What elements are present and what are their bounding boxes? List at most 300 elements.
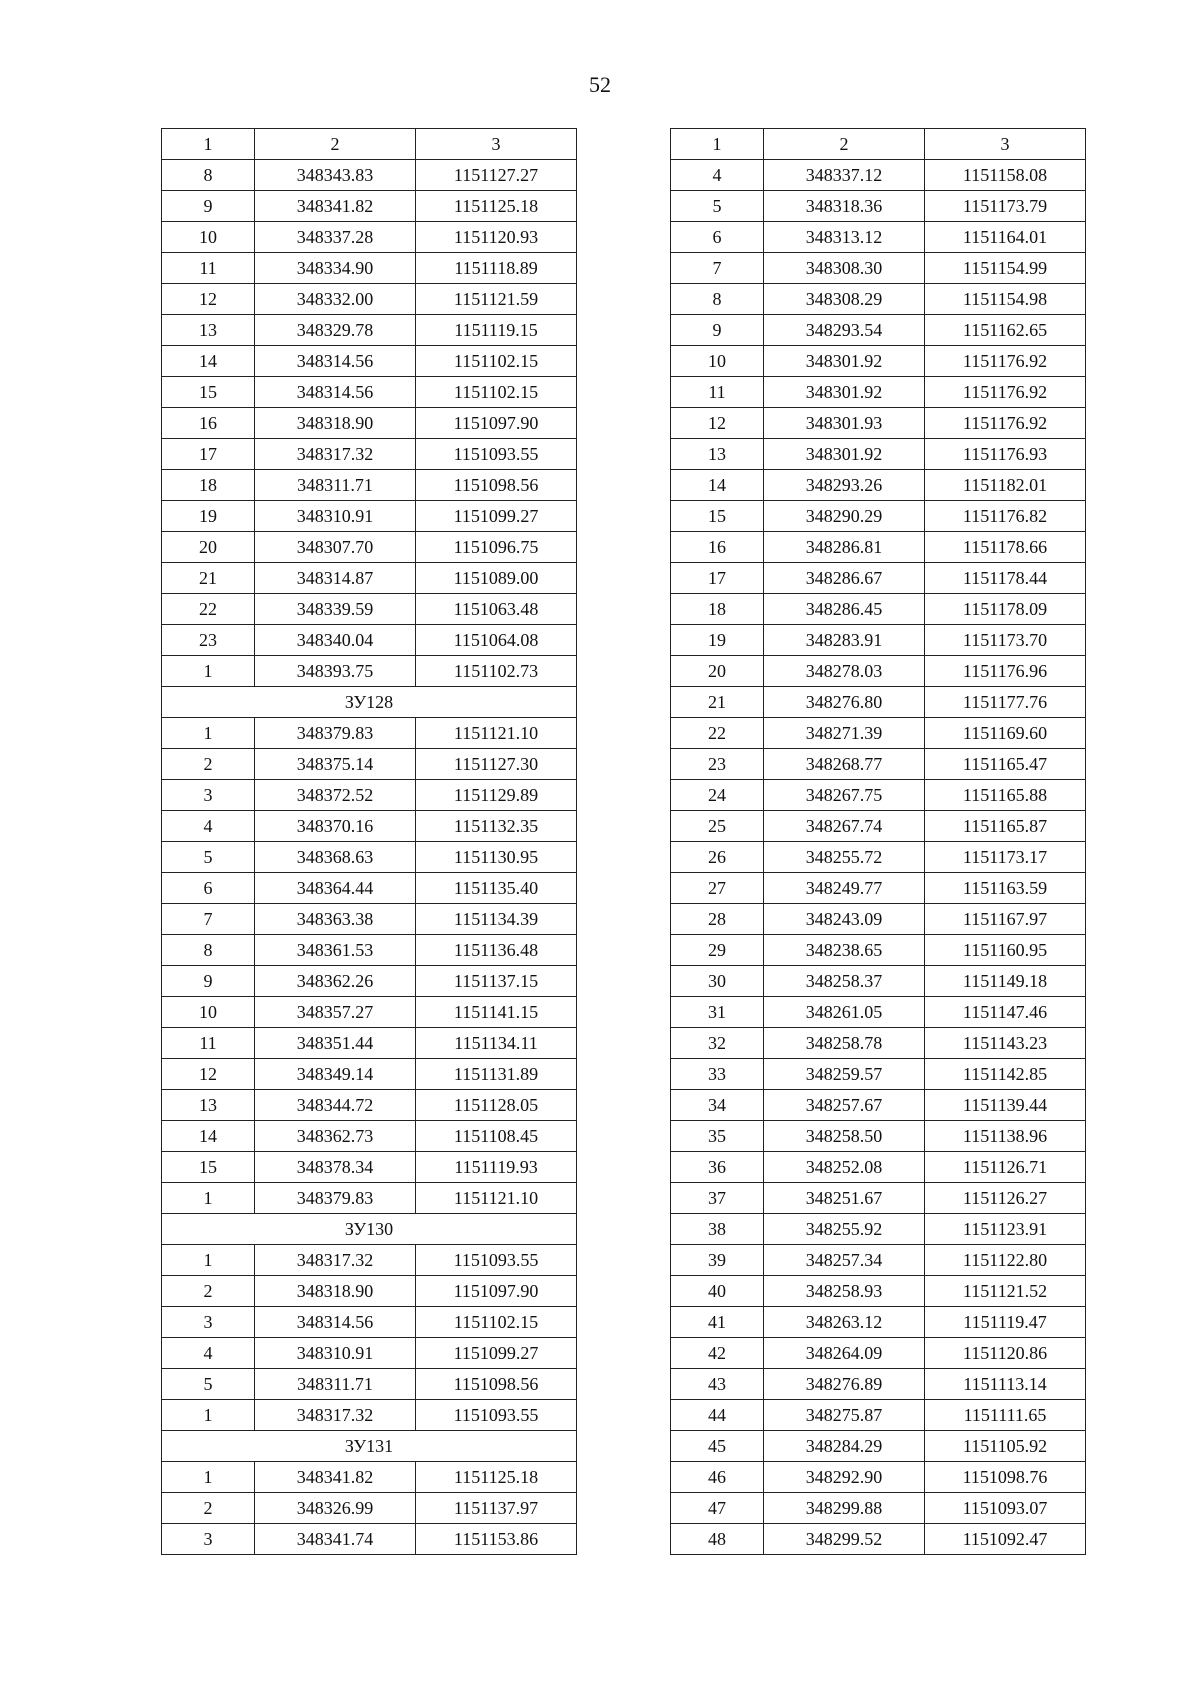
y-coordinate-cell: 1151089.00	[416, 563, 577, 594]
table-row	[162, 470, 577, 501]
x-coordinate-cell: 348326.99	[255, 1493, 416, 1524]
x-coordinate-cell: 348301.92	[764, 439, 925, 470]
y-coordinate-cell: 1151153.86	[416, 1524, 577, 1555]
y-coordinate-cell: 1151121.10	[416, 1183, 577, 1214]
x-coordinate-cell: 348293.54	[764, 315, 925, 346]
table-row	[671, 160, 1086, 191]
table-row	[671, 1462, 1086, 1493]
table-row	[162, 1183, 577, 1214]
table-row	[671, 966, 1086, 997]
point-number-cell: 18	[162, 470, 255, 501]
table-row	[671, 563, 1086, 594]
y-coordinate-cell: 1151121.10	[416, 718, 577, 749]
point-number-cell: 2	[162, 1493, 255, 1524]
y-coordinate-cell: 1151098.76	[925, 1462, 1086, 1493]
point-number-cell: 11	[162, 253, 255, 284]
point-number-cell: 38	[671, 1214, 764, 1245]
section-title: ЗУ128	[162, 687, 577, 718]
x-coordinate-cell: 348261.05	[764, 997, 925, 1028]
point-number-cell: 30	[671, 966, 764, 997]
point-number-cell: 22	[162, 594, 255, 625]
table-row	[162, 1028, 577, 1059]
point-number-cell: 5	[162, 1369, 255, 1400]
x-coordinate-cell: 348375.14	[255, 749, 416, 780]
table-row	[162, 346, 577, 377]
table-row	[162, 749, 577, 780]
table-row	[162, 253, 577, 284]
x-coordinate-cell: 348314.56	[255, 346, 416, 377]
table-row	[162, 842, 577, 873]
y-coordinate-cell: 1151064.08	[416, 625, 577, 656]
x-coordinate-cell: 348238.65	[764, 935, 925, 966]
y-coordinate-cell: 1151098.56	[416, 1369, 577, 1400]
table-row	[162, 1245, 577, 1276]
x-coordinate-cell: 348301.92	[764, 346, 925, 377]
point-number-cell: 31	[671, 997, 764, 1028]
point-number-cell: 29	[671, 935, 764, 966]
x-coordinate-cell: 348259.57	[764, 1059, 925, 1090]
table-row	[671, 1524, 1086, 1555]
table-row	[162, 594, 577, 625]
x-coordinate-cell: 348264.09	[764, 1338, 925, 1369]
x-coordinate-cell: 348393.75	[255, 656, 416, 687]
y-coordinate-cell: 1151163.59	[925, 873, 1086, 904]
table-row	[671, 904, 1086, 935]
x-coordinate-cell: 348332.00	[255, 284, 416, 315]
x-coordinate-cell: 348286.67	[764, 563, 925, 594]
y-coordinate-cell: 1151147.46	[925, 997, 1086, 1028]
x-coordinate-cell: 348267.74	[764, 811, 925, 842]
x-coordinate-cell: 348308.29	[764, 284, 925, 315]
point-number-cell: 17	[671, 563, 764, 594]
table-row	[162, 1524, 577, 1555]
point-number-cell: 36	[671, 1152, 764, 1183]
x-coordinate-cell: 348370.16	[255, 811, 416, 842]
x-coordinate-cell: 348258.50	[764, 1121, 925, 1152]
x-coordinate-cell: 348318.90	[255, 1276, 416, 1307]
x-coordinate-cell: 348286.81	[764, 532, 925, 563]
y-coordinate-cell: 1151162.65	[925, 315, 1086, 346]
x-coordinate-cell: 348267.75	[764, 780, 925, 811]
point-number-cell: 21	[671, 687, 764, 718]
y-coordinate-cell: 1151182.01	[925, 470, 1086, 501]
y-coordinate-cell: 1151176.93	[925, 439, 1086, 470]
y-coordinate-cell: 1151176.96	[925, 656, 1086, 687]
table-row	[671, 408, 1086, 439]
y-coordinate-cell: 1151097.90	[416, 408, 577, 439]
point-number-cell: 22	[671, 718, 764, 749]
x-coordinate-cell: 348317.32	[255, 1400, 416, 1431]
x-coordinate-cell: 348364.44	[255, 873, 416, 904]
x-coordinate-cell: 348343.83	[255, 160, 416, 191]
x-coordinate-cell: 348255.72	[764, 842, 925, 873]
x-coordinate-cell: 348314.56	[255, 1307, 416, 1338]
point-number-cell: 11	[162, 1028, 255, 1059]
table-row	[671, 842, 1086, 873]
y-coordinate-cell: 1151102.73	[416, 656, 577, 687]
y-coordinate-cell: 1151177.76	[925, 687, 1086, 718]
y-coordinate-cell: 1151173.70	[925, 625, 1086, 656]
point-number-cell: 13	[162, 1090, 255, 1121]
table-row	[671, 1214, 1086, 1245]
x-coordinate-cell: 348292.90	[764, 1462, 925, 1493]
y-coordinate-cell: 1151165.47	[925, 749, 1086, 780]
point-number-cell: 3	[162, 780, 255, 811]
table-row	[162, 1307, 577, 1338]
point-number-cell: 1	[162, 1462, 255, 1493]
x-coordinate-cell: 348311.71	[255, 1369, 416, 1400]
table-row	[162, 997, 577, 1028]
table-row	[671, 594, 1086, 625]
point-number-cell: 9	[671, 315, 764, 346]
table-row	[162, 780, 577, 811]
table-header-row	[162, 129, 577, 160]
table-row	[671, 439, 1086, 470]
table-row	[671, 935, 1086, 966]
y-coordinate-cell: 1151169.60	[925, 718, 1086, 749]
y-coordinate-cell: 1151134.39	[416, 904, 577, 935]
table-row	[671, 997, 1086, 1028]
table-row	[162, 656, 577, 687]
section-title: ЗУ131	[162, 1431, 577, 1462]
table-row	[671, 284, 1086, 315]
table-row	[162, 1090, 577, 1121]
y-coordinate-cell: 1151111.65	[925, 1400, 1086, 1431]
point-number-cell: 12	[162, 284, 255, 315]
y-coordinate-cell: 1151139.44	[925, 1090, 1086, 1121]
table-row	[671, 687, 1086, 718]
x-coordinate-cell: 348249.77	[764, 873, 925, 904]
table-row	[162, 1059, 577, 1090]
point-number-cell: 47	[671, 1493, 764, 1524]
x-coordinate-cell: 348337.28	[255, 222, 416, 253]
point-number-cell: 14	[162, 346, 255, 377]
x-coordinate-cell: 348307.70	[255, 532, 416, 563]
point-number-cell: 11	[671, 377, 764, 408]
y-coordinate-cell: 1151099.27	[416, 501, 577, 532]
point-number-cell: 15	[162, 1152, 255, 1183]
y-coordinate-cell: 1151121.52	[925, 1276, 1086, 1307]
y-coordinate-cell: 1151165.88	[925, 780, 1086, 811]
point-number-cell: 15	[162, 377, 255, 408]
table-row	[162, 563, 577, 594]
x-coordinate-cell: 348318.36	[764, 191, 925, 222]
y-coordinate-cell: 1151120.86	[925, 1338, 1086, 1369]
table-row	[671, 191, 1086, 222]
point-number-cell: 23	[162, 625, 255, 656]
x-coordinate-cell: 348299.88	[764, 1493, 925, 1524]
point-number-cell: 5	[162, 842, 255, 873]
table-row	[162, 532, 577, 563]
point-number-cell: 13	[671, 439, 764, 470]
point-number-cell: 9	[162, 966, 255, 997]
x-coordinate-cell: 348357.27	[255, 997, 416, 1028]
table-row	[162, 1276, 577, 1307]
point-number-cell: 48	[671, 1524, 764, 1555]
x-coordinate-cell: 348341.82	[255, 191, 416, 222]
y-coordinate-cell: 1151178.66	[925, 532, 1086, 563]
table-row	[162, 1338, 577, 1369]
y-coordinate-cell: 1151119.47	[925, 1307, 1086, 1338]
point-number-cell: 43	[671, 1369, 764, 1400]
table-row	[671, 315, 1086, 346]
y-coordinate-cell: 1151097.90	[416, 1276, 577, 1307]
y-coordinate-cell: 1151135.40	[416, 873, 577, 904]
y-coordinate-cell: 1151176.82	[925, 501, 1086, 532]
x-coordinate-cell: 348317.32	[255, 1245, 416, 1276]
y-coordinate-cell: 1151134.11	[416, 1028, 577, 1059]
table-row	[671, 253, 1086, 284]
x-coordinate-cell: 348301.93	[764, 408, 925, 439]
table-row	[671, 1245, 1086, 1276]
table-row	[671, 222, 1086, 253]
column-header: 1	[671, 129, 764, 160]
y-coordinate-cell: 1151113.14	[925, 1369, 1086, 1400]
x-coordinate-cell: 348337.12	[764, 160, 925, 191]
y-coordinate-cell: 1151123.91	[925, 1214, 1086, 1245]
x-coordinate-cell: 348258.93	[764, 1276, 925, 1307]
x-coordinate-cell: 348344.72	[255, 1090, 416, 1121]
y-coordinate-cell: 1151119.93	[416, 1152, 577, 1183]
x-coordinate-cell: 348276.80	[764, 687, 925, 718]
table-row	[162, 718, 577, 749]
x-coordinate-cell: 348308.30	[764, 253, 925, 284]
point-number-cell: 13	[162, 315, 255, 346]
point-number-cell: 34	[671, 1090, 764, 1121]
table-row	[162, 1121, 577, 1152]
x-coordinate-cell: 348362.26	[255, 966, 416, 997]
table-row	[671, 1090, 1086, 1121]
point-number-cell: 2	[162, 1276, 255, 1307]
table-row	[671, 1400, 1086, 1431]
y-coordinate-cell: 1151136.48	[416, 935, 577, 966]
x-coordinate-cell: 348255.92	[764, 1214, 925, 1245]
point-number-cell: 7	[162, 904, 255, 935]
x-coordinate-cell: 348271.39	[764, 718, 925, 749]
point-number-cell: 6	[671, 222, 764, 253]
table-row	[162, 1152, 577, 1183]
y-coordinate-cell: 1151098.56	[416, 470, 577, 501]
table-row	[671, 501, 1086, 532]
y-coordinate-cell: 1151131.89	[416, 1059, 577, 1090]
y-coordinate-cell: 1151093.55	[416, 1245, 577, 1276]
table-row	[671, 1059, 1086, 1090]
y-coordinate-cell: 1151142.85	[925, 1059, 1086, 1090]
point-number-cell: 12	[671, 408, 764, 439]
table-row	[671, 532, 1086, 563]
point-number-cell: 17	[162, 439, 255, 470]
table-row	[671, 1028, 1086, 1059]
point-number-cell: 1	[162, 1400, 255, 1431]
point-number-cell: 32	[671, 1028, 764, 1059]
point-number-cell: 4	[671, 160, 764, 191]
table-row	[671, 873, 1086, 904]
x-coordinate-cell: 348314.87	[255, 563, 416, 594]
point-number-cell: 41	[671, 1307, 764, 1338]
y-coordinate-cell: 1151093.07	[925, 1493, 1086, 1524]
y-coordinate-cell: 1151137.97	[416, 1493, 577, 1524]
y-coordinate-cell: 1151132.35	[416, 811, 577, 842]
y-coordinate-cell: 1151125.18	[416, 191, 577, 222]
y-coordinate-cell: 1151158.08	[925, 160, 1086, 191]
table-row	[671, 377, 1086, 408]
y-coordinate-cell: 1151102.15	[416, 377, 577, 408]
point-number-cell: 20	[671, 656, 764, 687]
table-row	[162, 625, 577, 656]
x-coordinate-cell: 348311.71	[255, 470, 416, 501]
table-row	[162, 191, 577, 222]
x-coordinate-cell: 348341.74	[255, 1524, 416, 1555]
x-coordinate-cell: 348293.26	[764, 470, 925, 501]
x-coordinate-cell: 348286.45	[764, 594, 925, 625]
y-coordinate-cell: 1151176.92	[925, 408, 1086, 439]
point-number-cell: 42	[671, 1338, 764, 1369]
y-coordinate-cell: 1151093.55	[416, 439, 577, 470]
section-title: ЗУ130	[162, 1214, 577, 1245]
point-number-cell: 45	[671, 1431, 764, 1462]
table-row	[162, 377, 577, 408]
x-coordinate-cell: 348317.32	[255, 439, 416, 470]
table-row	[671, 1121, 1086, 1152]
x-coordinate-cell: 348290.29	[764, 501, 925, 532]
column-header: 2	[255, 129, 416, 160]
point-number-cell: 26	[671, 842, 764, 873]
table-row	[671, 1369, 1086, 1400]
y-coordinate-cell: 1151149.18	[925, 966, 1086, 997]
y-coordinate-cell: 1151128.05	[416, 1090, 577, 1121]
table-row	[162, 408, 577, 439]
y-coordinate-cell: 1151160.95	[925, 935, 1086, 966]
y-coordinate-cell: 1151141.15	[416, 997, 577, 1028]
point-number-cell: 10	[162, 997, 255, 1028]
table-row	[671, 1338, 1086, 1369]
y-coordinate-cell: 1151129.89	[416, 780, 577, 811]
x-coordinate-cell: 348310.91	[255, 1338, 416, 1369]
point-number-cell: 16	[671, 532, 764, 563]
x-coordinate-cell: 348340.04	[255, 625, 416, 656]
y-coordinate-cell: 1151173.79	[925, 191, 1086, 222]
x-coordinate-cell: 348329.78	[255, 315, 416, 346]
point-number-cell: 24	[671, 780, 764, 811]
table-row	[162, 1369, 577, 1400]
x-coordinate-cell: 348258.37	[764, 966, 925, 997]
y-coordinate-cell: 1151126.27	[925, 1183, 1086, 1214]
x-coordinate-cell: 348372.52	[255, 780, 416, 811]
x-coordinate-cell: 348275.87	[764, 1400, 925, 1431]
table-row	[671, 1493, 1086, 1524]
point-number-cell: 2	[162, 749, 255, 780]
table-row	[162, 315, 577, 346]
y-coordinate-cell: 1151126.71	[925, 1152, 1086, 1183]
y-coordinate-cell: 1151176.92	[925, 377, 1086, 408]
section-header-row	[162, 687, 577, 718]
table-row	[671, 1307, 1086, 1338]
point-number-cell: 1	[162, 1183, 255, 1214]
x-coordinate-cell: 348341.82	[255, 1462, 416, 1493]
y-coordinate-cell: 1151118.89	[416, 253, 577, 284]
table-row	[162, 160, 577, 191]
y-coordinate-cell: 1151119.15	[416, 315, 577, 346]
point-number-cell: 19	[671, 625, 764, 656]
table-row	[671, 780, 1086, 811]
y-coordinate-cell: 1151178.09	[925, 594, 1086, 625]
point-number-cell: 1	[162, 656, 255, 687]
table-row	[162, 1400, 577, 1431]
x-coordinate-cell: 348258.78	[764, 1028, 925, 1059]
y-coordinate-cell: 1151143.23	[925, 1028, 1086, 1059]
x-coordinate-cell: 348276.89	[764, 1369, 925, 1400]
point-number-cell: 46	[671, 1462, 764, 1493]
x-coordinate-cell: 348314.56	[255, 377, 416, 408]
point-number-cell: 12	[162, 1059, 255, 1090]
x-coordinate-cell: 348268.77	[764, 749, 925, 780]
x-coordinate-cell: 348310.91	[255, 501, 416, 532]
y-coordinate-cell: 1151121.59	[416, 284, 577, 315]
x-coordinate-cell: 348284.29	[764, 1431, 925, 1462]
point-number-cell: 14	[671, 470, 764, 501]
table-row	[671, 1152, 1086, 1183]
section-header-row	[162, 1214, 577, 1245]
x-coordinate-cell: 348257.34	[764, 1245, 925, 1276]
table-row	[671, 346, 1086, 377]
point-number-cell: 16	[162, 408, 255, 439]
coordinates-table-right	[670, 128, 1086, 1555]
table-row	[671, 1183, 1086, 1214]
table-row	[162, 439, 577, 470]
column-header: 1	[162, 129, 255, 160]
point-number-cell: 33	[671, 1059, 764, 1090]
y-coordinate-cell: 1151127.30	[416, 749, 577, 780]
point-number-cell: 18	[671, 594, 764, 625]
y-coordinate-cell: 1151164.01	[925, 222, 1086, 253]
table-row	[671, 1431, 1086, 1462]
table-row	[671, 656, 1086, 687]
point-number-cell: 6	[162, 873, 255, 904]
y-coordinate-cell: 1151063.48	[416, 594, 577, 625]
page-number: 52	[589, 72, 611, 97]
table-row	[162, 904, 577, 935]
y-coordinate-cell: 1151173.17	[925, 842, 1086, 873]
table-row	[671, 1276, 1086, 1307]
table-row	[671, 470, 1086, 501]
x-coordinate-cell: 348351.44	[255, 1028, 416, 1059]
y-coordinate-cell: 1151130.95	[416, 842, 577, 873]
x-coordinate-cell: 348362.73	[255, 1121, 416, 1152]
y-coordinate-cell: 1151176.92	[925, 346, 1086, 377]
point-number-cell: 15	[671, 501, 764, 532]
x-coordinate-cell: 348339.59	[255, 594, 416, 625]
point-number-cell: 1	[162, 1245, 255, 1276]
y-coordinate-cell: 1151120.93	[416, 222, 577, 253]
point-number-cell: 21	[162, 563, 255, 594]
x-coordinate-cell: 348349.14	[255, 1059, 416, 1090]
point-number-cell: 8	[162, 935, 255, 966]
y-coordinate-cell: 1151099.27	[416, 1338, 577, 1369]
y-coordinate-cell: 1151096.75	[416, 532, 577, 563]
point-number-cell: 10	[162, 222, 255, 253]
section-header-row	[162, 1431, 577, 1462]
point-number-cell: 23	[671, 749, 764, 780]
table-row	[162, 1462, 577, 1493]
x-coordinate-cell: 348301.92	[764, 377, 925, 408]
y-coordinate-cell: 1151125.18	[416, 1462, 577, 1493]
table-row	[162, 935, 577, 966]
x-coordinate-cell: 348278.03	[764, 656, 925, 687]
column-header: 3	[416, 129, 577, 160]
point-number-cell: 27	[671, 873, 764, 904]
x-coordinate-cell: 348251.67	[764, 1183, 925, 1214]
point-number-cell: 8	[671, 284, 764, 315]
